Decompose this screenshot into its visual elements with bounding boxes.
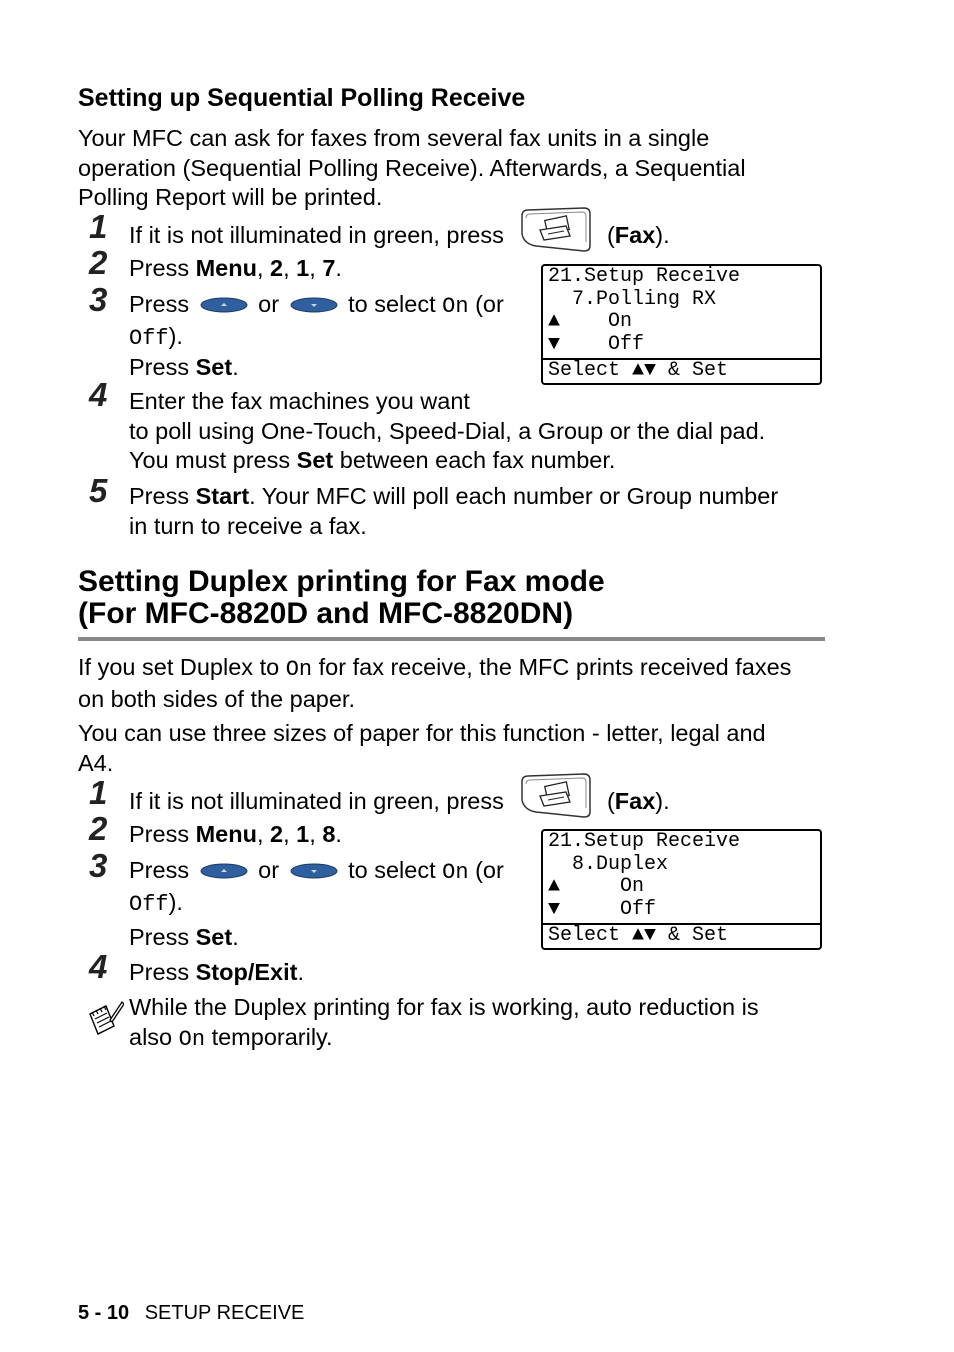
step-text: Press Menu, 2, 1, 7. <box>129 255 342 281</box>
paragraph: You can use three sizes of paper for this function - letter, legal and A4. <box>78 720 766 776</box>
lcd-line: 21.Setup Receive <box>548 830 741 853</box>
step-number: 3 <box>89 847 108 884</box>
step-text: Press Menu, 2, 1, 8. <box>129 821 342 847</box>
lcd-line: 8.Duplex <box>548 852 669 876</box>
step-text: If it is not illuminated in green, press (Fax). <box>129 214 670 260</box>
fax-key-icon <box>518 780 594 826</box>
page-footer <box>78 1302 304 1325</box>
step-text: Press Start. Your MFC will poll each number or Group number in turn to receive a fax. <box>129 483 779 539</box>
step-number: 4 <box>89 948 108 985</box>
step-number: 3 <box>89 281 108 318</box>
step-number: 2 <box>89 810 108 847</box>
chapter-heading: Setting Duplex printing for Fax mode (For MFC-8820D and MFC-8820DN) <box>78 565 605 630</box>
step-text: Press or to select On (or Off). Press Set. <box>129 857 504 950</box>
lcd-display <box>541 829 822 950</box>
nav-down-key-icon <box>290 857 338 887</box>
section-heading: Setting up Sequential Polling Receive <box>78 84 526 112</box>
heading-rule <box>78 637 825 641</box>
step-text: Press or to select On (or Off). Press Set. <box>129 291 504 380</box>
step-text: Enter the fax machines you want to poll using One-Touch, Speed-Dial, a Group or the dial pad. You must press Set between each fax number. <box>129 388 766 473</box>
lcd-line: ▼ Off <box>548 332 645 356</box>
lcd-line: 7.Polling RX <box>548 287 717 311</box>
step-number: 1 <box>89 774 108 811</box>
note-pad-icon <box>84 1000 124 1045</box>
step-number: 2 <box>89 244 108 281</box>
nav-up-key-icon <box>200 291 248 321</box>
lcd-line: 21.Setup Receive <box>548 265 741 288</box>
step-text: If it is not illuminated in green, press (Fax). <box>129 780 670 826</box>
step-text: Press Stop/Exit. <box>129 959 304 985</box>
nav-down-key-icon <box>290 291 338 321</box>
page-number: 5 - 10 <box>78 1302 130 1324</box>
lcd-line: Select ▲▼ & Set <box>543 358 820 383</box>
step-number: 4 <box>89 376 108 413</box>
lcd-line: ▼ Off <box>548 897 657 921</box>
lcd-display <box>541 264 822 385</box>
lcd-line: ▲ On <box>548 310 633 333</box>
lcd-line: Select ▲▼ & Set <box>543 923 820 948</box>
note-text: While the Duplex printing for fax is working, auto reduction is also On temporarily. <box>129 994 759 1052</box>
step-number: 1 <box>89 208 108 245</box>
step-number: 5 <box>89 472 108 509</box>
chapter-name: SETUP RECEIVE <box>144 1302 305 1324</box>
paragraph: If you set Duplex to On for fax receive, the MFC prints received faxes on both sides of the paper. <box>78 654 792 712</box>
lcd-line: ▲ On <box>548 875 645 898</box>
nav-up-key-icon <box>200 857 248 887</box>
intro-paragraph: Your MFC can ask for faxes from several fax units in a single operation (Sequential Polling Receive). Afterwards, a Sequential Polling Report will be printed. <box>78 125 746 210</box>
fax-key-icon <box>518 214 594 260</box>
